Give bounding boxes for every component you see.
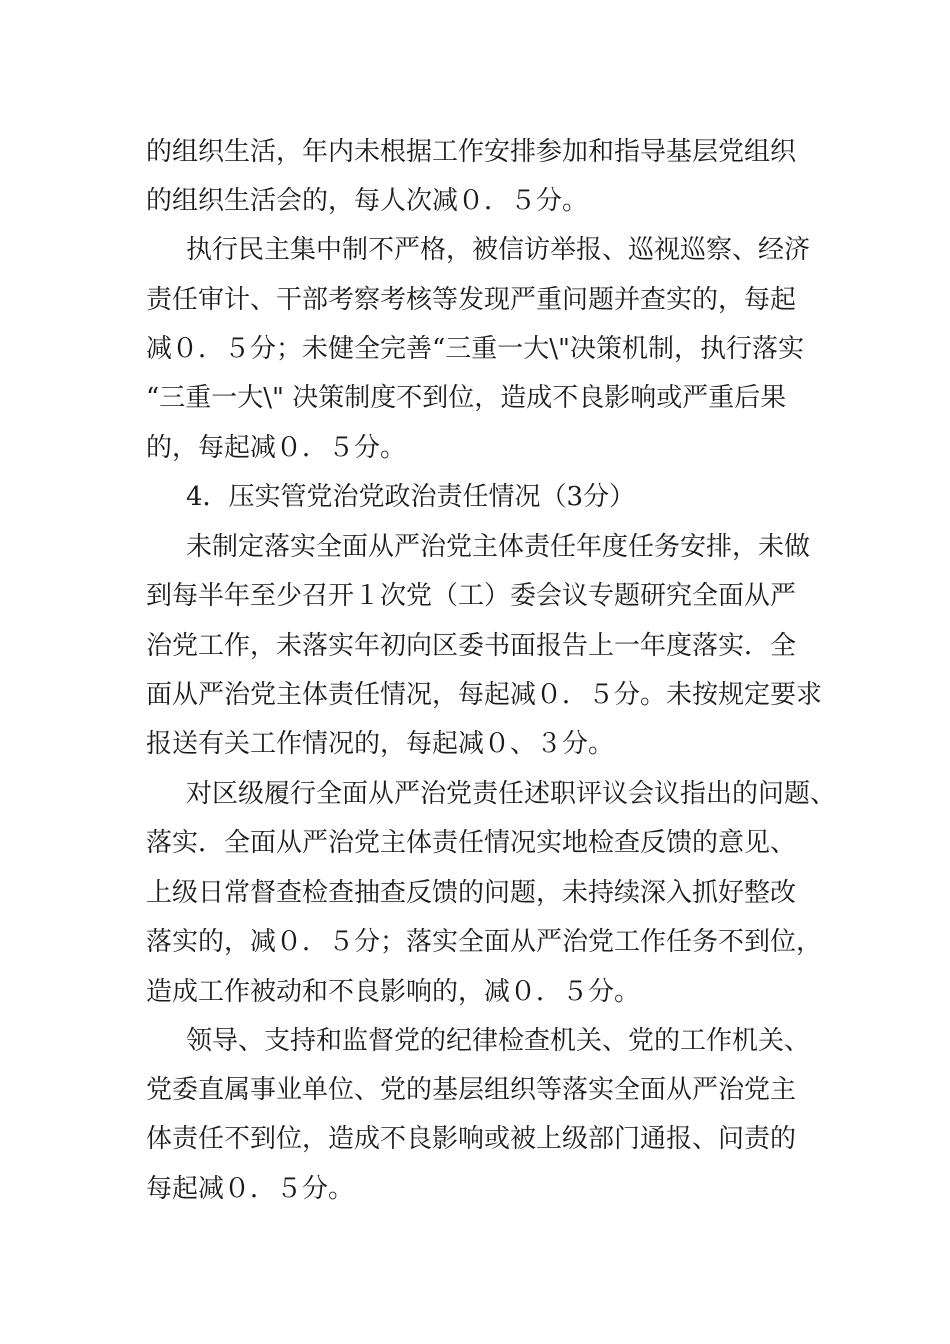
text-line: 责任审计、干部考察考核等发现严重问题并查实的，每起 — [146, 285, 797, 315]
paragraph-start: 对区级履行全面从严治党责任述职评议会议指出的问题、 — [186, 779, 837, 809]
text-line: 面从严治党主体责任情况，每起减０．５分。未按规定要求 — [146, 680, 823, 710]
text-line: 上级日常督查检查抽查反馈的问题，未持续深入抓好整改 — [146, 878, 797, 908]
paragraph-start: 执行民主集中制不严格，被信访举报、巡视巡察、经济 — [186, 235, 811, 265]
text-line: 减０．５分；未健全完善“三重一大\"决策机制，执行落实 — [146, 334, 805, 364]
text-line: 报送有关工作情况的，每起减０、３分。 — [146, 729, 615, 759]
text-line: 的组织生活，年内未根据工作安排参加和指导基层党组织 — [146, 137, 797, 167]
text-line: 落实．全面从严治党主体责任情况实地检查反馈的意见、 — [146, 828, 797, 858]
text-line: 的组织生活会的，每人次减０．５分。 — [146, 186, 589, 216]
text-line: 落实的，减０．５分；落实全面从严治党工作任务不到位， — [146, 927, 823, 957]
section-heading: 4．压实管党治党政治责任情况（3分） — [186, 482, 636, 512]
paragraph-start: 未制定落实全面从严治党主体责任年度任务安排，未做 — [186, 532, 811, 562]
text-line: 每起减０．５分。 — [146, 1174, 355, 1204]
paragraph-start: 领导、支持和监督党的纪律检查机关、党的工作机关、 — [186, 1026, 811, 1056]
text-line: 治党工作，未落实年初向区委书面报告上一年度落实．全 — [146, 631, 797, 661]
text-line: 体责任不到位，造成不良影响或被上级部门通报、问责的 — [146, 1124, 797, 1154]
text-line: 党委直属事业单位、党的基层组织等落实全面从严治党主 — [146, 1075, 797, 1105]
text-line: 的，每起减０．５分。 — [146, 433, 407, 463]
text-line: 造成工作被动和不良影响的，减０．５分。 — [146, 977, 641, 1007]
text-line: 到每半年至少召开１次党（工）委会议专题研究全面从严 — [146, 581, 797, 611]
text-line: “三重一大\" 决策制度不到位，造成不良影响或严重后果 — [146, 383, 787, 413]
